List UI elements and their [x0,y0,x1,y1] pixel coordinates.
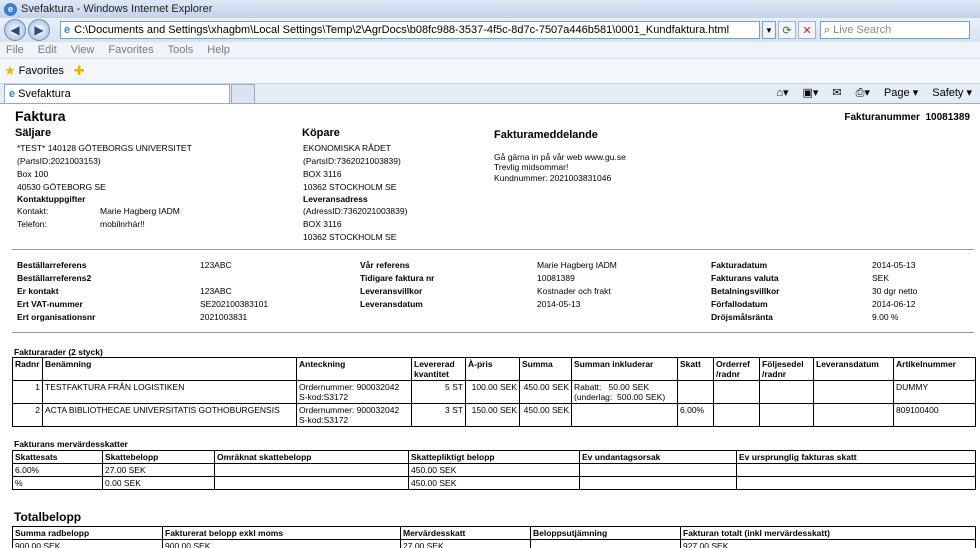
ref-label: Leveransdatum [360,299,423,309]
delivery-line: BOX 3116 [303,219,342,229]
table-row [13,404,976,427]
invoice-title: Faktura [15,108,66,124]
delivery-line: (AdressID:7362021003839) [303,206,408,216]
col-header: Summa [520,358,572,381]
favorites-button[interactable]: Favorites [18,65,64,77]
ref-label: Ert organisationsnr [17,312,96,322]
col-header: Fakturerat belopp exkl moms [163,527,401,540]
buyer-line: 10362 STOCKHOLM SE [303,182,397,192]
cell-note: Ordernummer: 900032042 S-kod:S3172 [297,381,412,404]
phone-value: mobilnrhär!! [100,219,145,229]
cell-article: 809100400 [894,404,976,427]
total-cell: 27.00 SEK [401,540,531,548]
delivery-heading: Leveransadress [303,194,368,204]
search-placeholder: Live Search [833,24,892,36]
cell-delnote [760,381,814,404]
cell-qty: 3 ST [412,404,466,427]
cell-price: 150.00 SEK [466,404,520,427]
col-header: Skatt [678,358,714,381]
col-header: Artikelnummer [894,358,976,381]
message-line: Trevlig midsommar! [494,162,569,172]
buyer-line: EKONOMISKA RÅDET [303,143,391,153]
vat-cell [737,464,976,477]
cell-orderref [714,404,760,427]
table-row [13,464,976,477]
table-row [13,381,976,404]
search-icon: ⌕ [824,23,831,36]
forward-button-icon[interactable]: ▶ [28,19,50,41]
total-cell: 927.00 SEK [681,540,976,548]
tab-svefaktura[interactable] [4,84,230,103]
col-header: Summa radbelopp [13,527,163,540]
invoice-rows-table [12,357,976,427]
seller-line: 40530 GÖTEBORG SE [17,182,106,192]
new-tab-button[interactable] [231,84,255,103]
vat-cell: % [13,477,103,490]
window-title: Svefaktura - Windows Internet Explorer [21,3,213,15]
ref-value: SEK [872,273,890,283]
cell-orderref [714,381,760,404]
table-header-row [13,527,976,540]
phone-label: Telefon: [17,219,47,229]
ref-label: Beställarreferens2 [17,273,92,283]
col-header: À-pris [466,358,520,381]
buyer-heading: Köpare [302,127,340,139]
message-line: Kundnummer: 2021003831046 [494,173,612,183]
ref-value: SE202100383101 [200,299,269,309]
cell-radnr: 1 [13,381,43,404]
ref-label: Vår referens [360,260,410,270]
vat-cell: 27.00 SEK [103,464,215,477]
seller-heading: Säljare [15,127,52,139]
seller-line: Box 100 [17,169,49,179]
cell-sum: 450.00 SEK [520,381,572,404]
cell-article: DUMMY [894,381,976,404]
vat-cell: 6.00% [13,464,103,477]
col-header: Fakturan totalt (inkl mervärdesskatt) [681,527,976,540]
command-bar [762,86,972,100]
col-header: Benämning [43,358,297,381]
page-icon: e [64,24,71,36]
total-table [12,526,976,548]
table-row [13,477,976,490]
menu-help[interactable]: Help [207,44,230,56]
col-header: Summan inkluderar [572,358,678,381]
address-bar[interactable] [60,21,760,39]
tab-page-icon: e [9,88,16,100]
tab-bar [0,84,980,104]
page-menu[interactable]: Page ▾ [883,87,919,99]
col-header: Omräknat skattebelopp [215,451,409,464]
cell-deldate [814,404,894,427]
ref-label: Fakturans valuta [711,273,779,283]
window-titlebar [0,0,980,18]
favorites-star-icon[interactable]: ★ [4,63,16,78]
stop-icon[interactable]: ✕ [798,21,816,39]
buyer-line: BOX 3116 [303,169,342,179]
ref-label: Leveransvillkor [360,286,423,296]
ref-value: Kostnader och frakt [537,286,611,296]
rows-heading: Fakturarader (2 styck) [14,347,103,357]
ref-value: 123ABC [200,260,232,270]
vat-cell [215,477,409,490]
safety-menu[interactable]: Safety ▾ [932,87,972,99]
cell-radnr: 2 [13,404,43,427]
contact-label: Kontakt: [17,206,49,216]
menu-favorites[interactable]: Favorites [108,44,154,56]
ref-label: Dröjsmålsränta [711,312,773,322]
ref-value: 2021003831 [200,312,248,322]
total-cell: 900.00 SEK [13,540,163,548]
invoice-page [0,104,980,548]
ref-value: 30 dgr netto [872,286,918,296]
col-header: Radnr [13,358,43,381]
col-header: Följesedel /radnr [760,358,814,381]
cell-tax [678,381,714,404]
vat-cell [215,464,409,477]
contact-value: Marie Hagberg IADM [100,206,180,216]
col-header: Ev ursprunglig fakturas skatt [737,451,976,464]
mail-icon[interactable]: ✉ [832,87,842,99]
ie-logo-icon: e [4,3,17,16]
table-header-row [13,358,976,381]
col-header: Skattepliktigt belopp [409,451,580,464]
total-cell [531,540,681,548]
menu-view[interactable]: View [70,44,95,56]
ref-label: Fakturadatum [711,260,768,270]
favorites-bar [0,59,980,84]
seller-line: (PartsID:2021003153) [17,156,101,166]
cell-sum: 450.00 SEK [520,404,572,427]
vat-heading: Fakturans mervärdesskatter [14,439,128,449]
table-row [13,540,976,548]
ref-value: 123ABC [200,286,232,296]
refresh-icon[interactable]: ⟳ [778,21,796,39]
navigation-bar [0,18,980,42]
ref-label: Tidigare faktura nr [360,273,435,283]
col-header: Leveransdatum [814,358,894,381]
total-cell: 900.00 SEK [163,540,401,548]
vat-cell [580,464,737,477]
menu-file[interactable]: File [6,44,24,56]
col-header: Levererad kvantitet [412,358,466,381]
add-favorite-icon[interactable]: ✚ [73,63,85,78]
buyer-line: (PartsID:7362021003839) [303,156,401,166]
cell-deldate [814,381,894,404]
feeds-icon[interactable]: ▣▾ [802,87,819,99]
vat-table [12,450,976,490]
col-header: Ev undantagsorsak [580,451,737,464]
cell-name: TESTFAKTURA FRÅN LOGISTIKEN [43,381,297,404]
ref-label: Förfallodatum [711,299,768,309]
ref-label: Ert VAT-nummer [17,299,83,309]
message-line: Gå gärna in på vår web www.gu.se [494,152,626,162]
contact-heading: Kontaktuppgifter [17,194,86,204]
ref-value: 2014-05-13 [872,260,916,270]
search-input[interactable] [820,21,970,39]
vat-cell: 450.00 SEK [409,464,580,477]
cell-name: ACTA BIBLIOTHECAE UNIVERSITATIS GOTHOBURGENSIS [43,404,297,427]
menu-edit[interactable]: Edit [37,44,57,56]
col-header: Mervärdesskatt [401,527,531,540]
tab-label: Svefaktura [18,88,71,100]
col-header: Skattesats [13,451,103,464]
divider [12,249,974,250]
home-icon[interactable]: ⌂▾ [776,87,789,99]
ref-value: 2014-05-13 [537,299,581,309]
cell-price: 100.00 SEK [466,381,520,404]
col-header: Beloppsutjämning [531,527,681,540]
cell-note: Ordernummer: 900032042 S-kod:S3172 [297,404,412,427]
ref-value: 10081389 [537,273,575,283]
ref-label: Beställarreferens [17,260,87,270]
cell-includes [572,404,678,427]
ref-label: Betalningsvillkor [711,286,780,296]
ref-value: 9.00 % [872,312,899,322]
total-heading: Totalbelopp [14,510,82,524]
cell-tax: 6.00% [678,404,714,427]
cell-qty: 5 ST [412,381,466,404]
delivery-line: 10362 STOCKHOLM SE [303,232,397,242]
invoice-number: Fakturanummer 10081389 [844,112,970,123]
menu-tools[interactable]: Tools [167,44,194,56]
vat-cell [580,477,737,490]
cell-delnote [760,404,814,427]
menu-bar [0,42,980,59]
divider [12,332,974,333]
back-button-icon[interactable]: ◀ [4,19,26,41]
print-icon[interactable]: ⎙▾ [855,87,870,99]
cell-includes: Rabatt: 50.00 SEK (underlag: 500.00 SEK) [572,381,678,404]
col-header: Anteckning [297,358,412,381]
address-text: C:\Documents and Settings\xhagbm\Local Settings\Temp\2\AgrDocs\b08fc988-3537-4f5c-8d7c-7507a446b581\0001_Kundfaktura.html [74,24,730,36]
col-header: Skattebelopp [103,451,215,464]
vat-cell [737,477,976,490]
ref-value: Marie Hagberg IADM [537,260,617,270]
table-header-row [13,451,976,464]
ref-label: Er kontakt [17,286,59,296]
seller-line: *TEST* 140128 GÖTEBORGS UNIVERSITET [17,143,192,153]
vat-cell: 0.00 SEK [103,477,215,490]
ref-value: 2014-06-12 [872,299,916,309]
message-heading: Fakturameddelande [494,129,598,141]
address-dropdown-icon[interactable]: ▼ [762,21,776,39]
col-header: Orderref /radnr [714,358,760,381]
vat-cell: 450.00 SEK [409,477,580,490]
